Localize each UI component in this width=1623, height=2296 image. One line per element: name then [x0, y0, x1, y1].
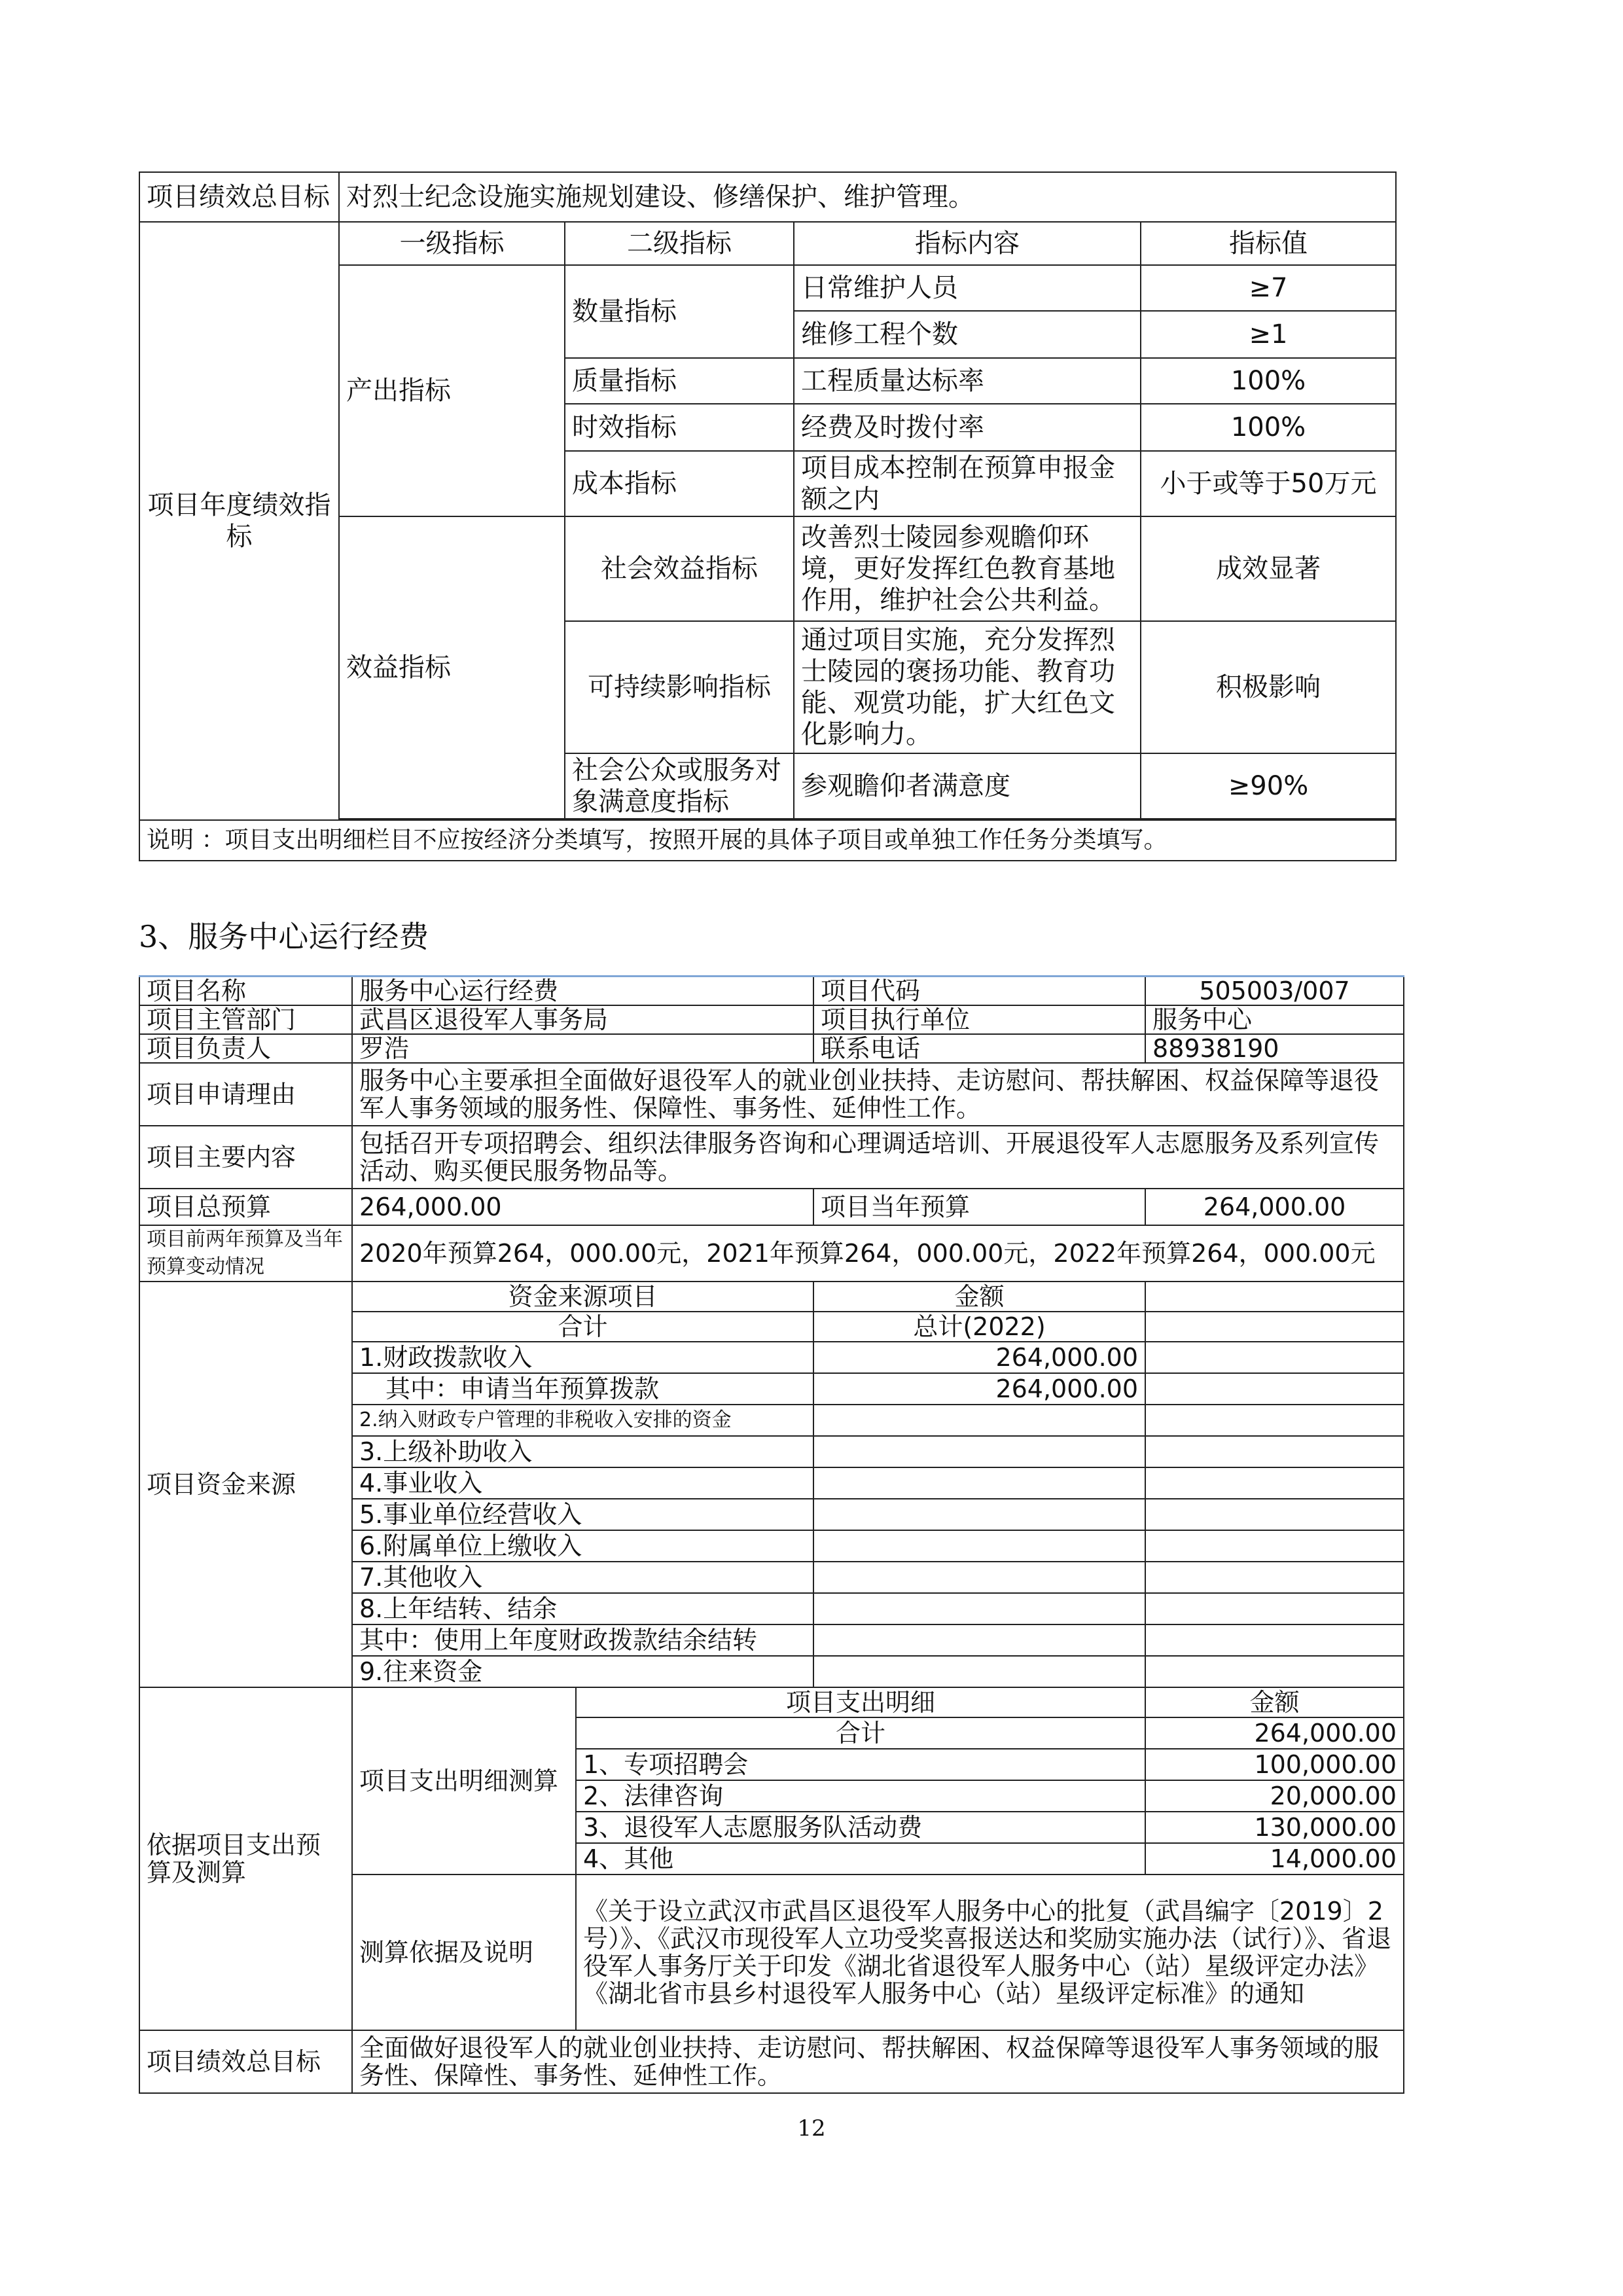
lead: 罗浩 [352, 1034, 813, 1063]
section-title: 3、服务中心运行经费 [139, 919, 429, 954]
fund-amount [813, 1436, 1145, 1467]
fund-amount [813, 1499, 1145, 1530]
page-number: 12 [797, 2115, 826, 2142]
indicator-value: 积极影响 [1141, 621, 1396, 753]
indicator-value: 成效显著 [1141, 516, 1396, 621]
fund-item: 5.事业单位经营收入 [352, 1499, 813, 1530]
basis-label: 依据项目支出预算及测算 [139, 1687, 352, 2030]
reason: 服务中心主要承担全面做好退役军人的就业创业扶持、走访慰问、帮扶解困、权益保障等退役军人事务领域的服务性、保障性、事务性、延伸性工作。 [352, 1063, 1404, 1126]
detail-head-amount: 金额 [1145, 1687, 1404, 1717]
indicator-value: 小于或等于50万元 [1141, 451, 1396, 516]
indicator-content: 经费及时拨付率 [794, 404, 1141, 451]
level2-social-benefit: 社会效益指标 [565, 516, 794, 621]
table-note: 说明 ：项目支出明细栏目不应按经济分类填写，按照开展的具体子项目或单独工作任务分类填写。 [139, 820, 1396, 861]
year-budget-label: 项目当年预算 [813, 1189, 1145, 1225]
level2-quality: 质量指标 [565, 358, 794, 404]
indicator-content: 项目成本控制在预算申报金额之内 [794, 451, 1141, 516]
detail-amount: 264,000.00 [1145, 1717, 1404, 1749]
indicator-content: 日常维护人员 [794, 265, 1141, 311]
fund-item: 9.往来资金 [352, 1656, 813, 1687]
level2-quantity: 数量指标 [565, 265, 794, 358]
performance-indicator-table [139, 171, 1397, 861]
detail-item: 3、退役军人志愿服务队活动费 [576, 1812, 1145, 1843]
fund-amount: 264,000.00 [813, 1373, 1145, 1405]
total-budget-label: 项目总预算 [139, 1189, 352, 1225]
goal-text: 全面做好退役军人的就业创业扶持、走访慰问、帮扶解困、权益保障等退役军人事务领域的服务性、保障性、事务性、延伸性工作。 [352, 2030, 1404, 2093]
exec-unit-label: 项目执行单位 [813, 1005, 1145, 1034]
indicator-value: ≥7 [1141, 265, 1396, 311]
fund-item: 其中：使用上年度财政拨款结余结转 [352, 1624, 813, 1656]
fund-amount [813, 1405, 1145, 1436]
calc-text: 《关于设立武汉市武昌区退役军人服务中心的批复（武昌编字〔2019〕2号）》、《武汉市现役军人立功受奖喜报送达和奖励实施办法（试行）》、省退役军人事务厅关于印发《湖北省退役军人服务中心（站）星级评定办法》《湖北省市县乡村退役军人服务中心（站）星级评定标准》的通知 [576, 1874, 1404, 2030]
indicator-value: 100% [1141, 358, 1396, 404]
detail-item: 合计 [576, 1717, 1145, 1749]
dept-label: 项目主管部门 [139, 1005, 352, 1034]
detail-item: 1、专项招聘会 [576, 1749, 1145, 1780]
level1-output: 产出指标 [339, 265, 565, 516]
detail-label: 项目支出明细测算 [352, 1687, 576, 1874]
header-content: 指标内容 [794, 222, 1141, 265]
phone-label: 联系电话 [813, 1034, 1145, 1063]
content: 包括召开专项招聘会、组织法律服务咨询和心理调适培训、开展退役军人志愿服务及系列宣传活动、购买便民服务物品等。 [352, 1126, 1404, 1189]
fund-head-amount: 金额 [813, 1282, 1145, 1312]
fund-item: 1.财政拨款收入 [352, 1342, 813, 1373]
fund-item: 3.上级补助收入 [352, 1436, 813, 1467]
indicator-content: 工程质量达标率 [794, 358, 1141, 404]
level2-cost: 成本指标 [565, 451, 794, 516]
project-code: 505003/007 [1145, 977, 1404, 1006]
prev-budget: 2020年预算264，000.00元，2021年预算264，000.00元，2022年预算264，000.00元 [352, 1225, 1404, 1282]
fund-amount [813, 1467, 1145, 1499]
total-budget: 264,000.00 [352, 1189, 813, 1225]
fund-item: 6.附属单位上缴收入 [352, 1530, 813, 1562]
goal-label: 项目绩效总目标 [139, 2030, 352, 2093]
level2-satisfaction: 社会公众或服务对象满意度指标 [565, 753, 794, 819]
goal-text: 对烈士纪念设施实施规划建设、修缮保护、维护管理。 [339, 172, 1396, 222]
project-code-label: 项目代码 [813, 977, 1145, 1006]
detail-item: 4、其他 [576, 1843, 1145, 1874]
indicator-value: ≥90% [1141, 753, 1396, 819]
calc-label: 测算依据及说明 [352, 1874, 576, 2030]
fund-amount [813, 1656, 1145, 1687]
indicator-content: 参观瞻仰者满意度 [794, 753, 1141, 819]
detail-amount: 130,000.00 [1145, 1812, 1404, 1843]
fund-amount: 264,000.00 [813, 1342, 1145, 1373]
prev-budget-label: 项目前两年预算及当年预算变动情况 [139, 1225, 352, 1282]
header-level2: 二级指标 [565, 222, 794, 265]
phone: 88938190 [1145, 1034, 1404, 1063]
lead-label: 项目负责人 [139, 1034, 352, 1063]
detail-amount: 20,000.00 [1145, 1780, 1404, 1812]
fund-source-label: 项目资金来源 [139, 1282, 352, 1687]
detail-amount: 100,000.00 [1145, 1749, 1404, 1780]
fund-item: 4.事业收入 [352, 1467, 813, 1499]
header-value: 指标值 [1141, 222, 1396, 265]
fund-item: 7.其他收入 [352, 1562, 813, 1593]
fund-item: 其中：申请当年预算拨款 [352, 1373, 813, 1405]
indicator-content: 通过项目实施，充分发挥烈士陵园的褒扬功能、教育功能、观赏功能，扩大红色文化影响力。 [794, 621, 1141, 753]
indicator-value: 100% [1141, 404, 1396, 451]
indicator-content: 改善烈士陵园参观瞻仰环境，更好发挥红色教育基地作用，维护社会公共利益。 [794, 516, 1141, 621]
dept: 武昌区退役军人事务局 [352, 1005, 813, 1034]
exec-unit: 服务中心 [1145, 1005, 1404, 1034]
reason-label: 项目申请理由 [139, 1063, 352, 1126]
fund-item: 2.纳入财政专户管理的非税收入安排的资金 [352, 1405, 813, 1436]
annual-indicator-label: 项目年度绩效指标 [139, 222, 339, 820]
goal-label: 项目绩效总目标 [139, 172, 339, 222]
fund-sum-value: 总计(2022) [813, 1312, 1145, 1342]
content-label: 项目主要内容 [139, 1126, 352, 1189]
level2-timeliness: 时效指标 [565, 404, 794, 451]
project-name: 服务中心运行经费 [352, 977, 813, 1006]
header-level1: 一级指标 [339, 222, 565, 265]
fund-sum-label: 合计 [352, 1312, 813, 1342]
indicator-value: ≥1 [1141, 311, 1396, 358]
project-name-label: 项目名称 [139, 977, 352, 1006]
fund-amount [813, 1593, 1145, 1624]
project-budget-table [139, 975, 1404, 2094]
detail-amount: 14,000.00 [1145, 1843, 1404, 1874]
detail-head-item: 项目支出明细 [576, 1687, 1145, 1717]
year-budget: 264,000.00 [1145, 1189, 1404, 1225]
fund-item: 8.上年结转、结余 [352, 1593, 813, 1624]
fund-amount [813, 1562, 1145, 1593]
level2-sustainable: 可持续影响指标 [565, 621, 794, 753]
indicator-content: 维修工程个数 [794, 311, 1141, 358]
fund-head-item: 资金来源项目 [352, 1282, 813, 1312]
level1-benefit: 效益指标 [339, 516, 565, 819]
fund-amount [813, 1530, 1145, 1562]
detail-item: 2、法律咨询 [576, 1780, 1145, 1812]
fund-amount [813, 1624, 1145, 1656]
